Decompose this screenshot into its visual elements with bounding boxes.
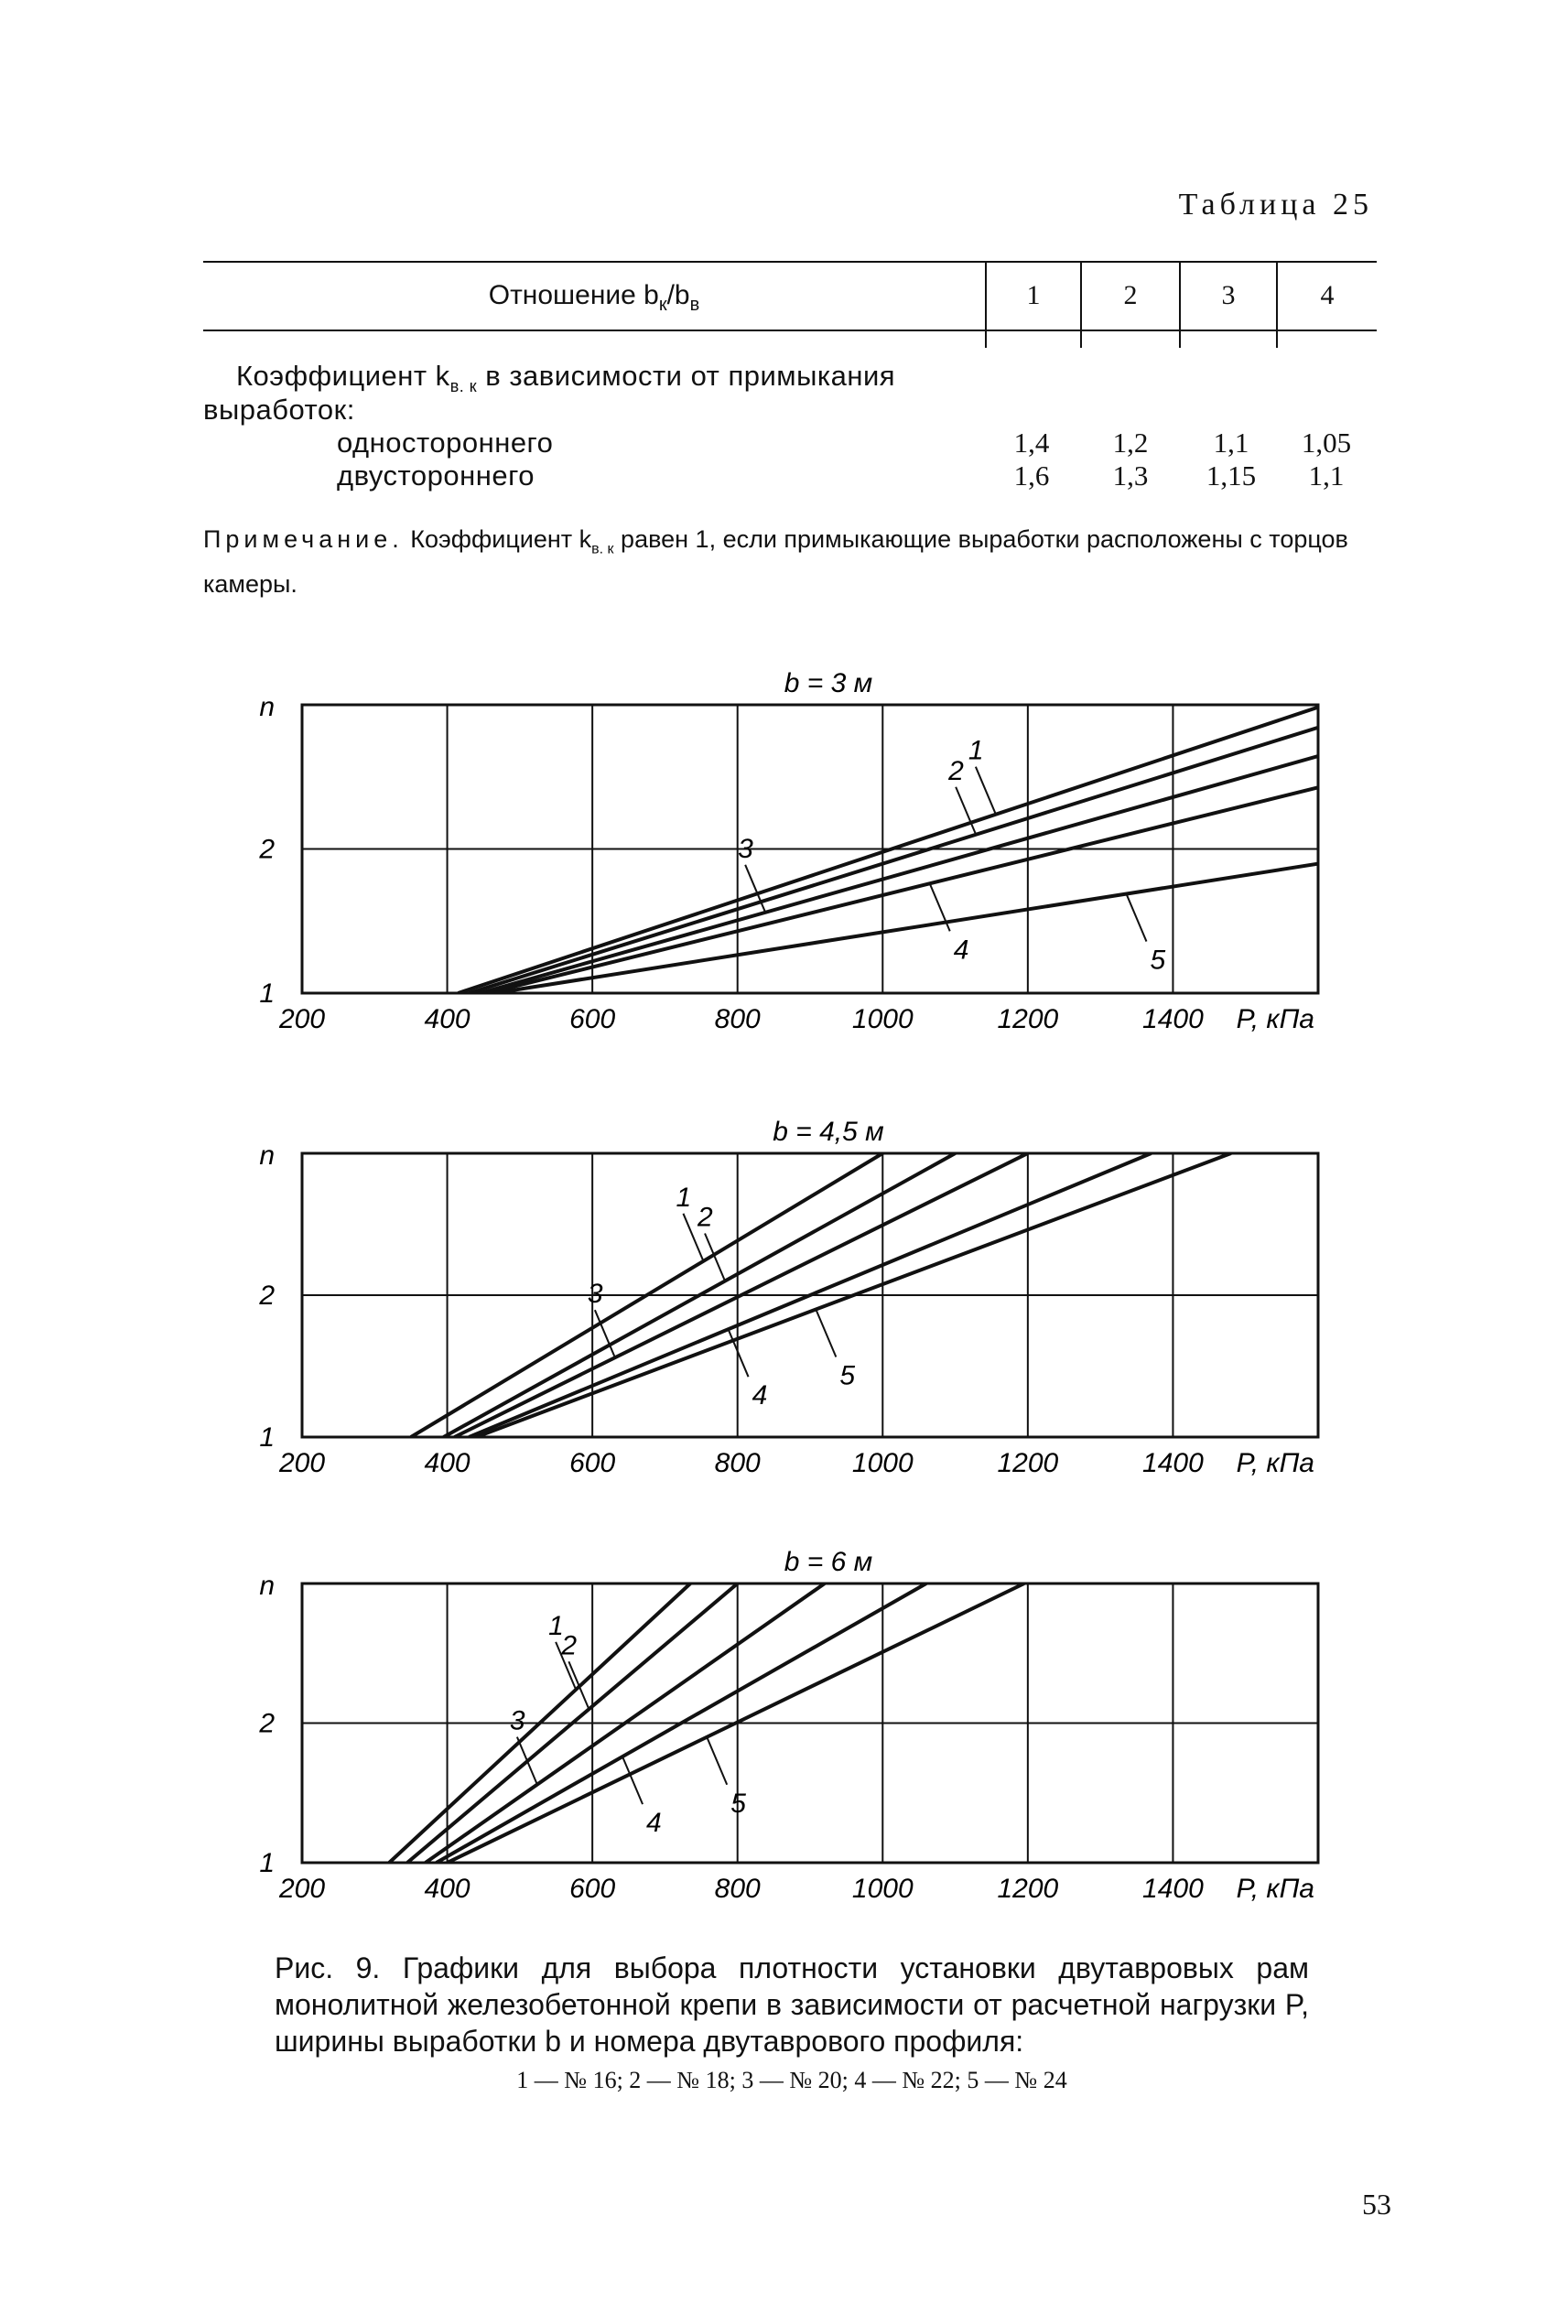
row-label-two-sided: двустороннего [337,459,535,492]
chart-x-axis-label: P, кПа [1236,1874,1314,1904]
chart-title: b = 4,5 м [773,1117,884,1147]
chart-series-label: 1 [548,1610,564,1641]
chart-x-axis-label: P, кПа [1236,1004,1314,1034]
chart-x-tick-label: 600 [569,1448,616,1478]
chart-series-label: 5 [1150,945,1166,976]
chart-y-tick-label: 1 [259,1422,275,1453]
table-caption: Таблица 25 [1178,188,1373,222]
chart-series-label: 2 [561,1630,578,1661]
chart-series-label: 5 [839,1360,856,1391]
chart-x-tick-label: 800 [714,1004,761,1034]
chart-panel [258,668,1568,1034]
chart-series-line-5 [494,773,1568,993]
chart-y-tick-label: 1 [259,1848,275,1878]
chart-x-tick-label: 400 [424,1448,470,1478]
table-header-ratio: Отношение $b_к/b_в$ [488,280,700,315]
table-cell: 1,2 [1112,427,1149,459]
coefficient-label: Коэффициент $k_{в. к}$ в зависимости от примыкания [236,360,896,396]
chart-series-leader [816,1310,836,1357]
chart-series-leader [622,1757,643,1804]
table-cell: 1,05 [1301,427,1352,459]
chart-x-tick-label: 600 [569,1874,616,1904]
chart-x-tick-label: 800 [714,1874,761,1904]
chart-y-tick-label: 2 [259,1281,275,1311]
chart-x-tick-label: 1400 [1142,1448,1204,1478]
figure-caption: Рис. 9. Графики для выбора плотности установки двутавровых рам монолитной железобетонной крепи в зависимости от расчетной нагрузки P, ширины выработки b и номера двутаврового профиля: [275,1951,1309,2058]
chart-y-axis-label: n [259,692,275,722]
chart-series-label: 1 [676,1182,692,1213]
chart-panel [258,1547,1318,1904]
chart-series-label: 3 [738,833,753,864]
chart-series-leader [707,1737,727,1785]
chart-x-tick-label: 1000 [851,1448,914,1478]
chart-panel [258,1117,1318,1478]
chart-y-tick-label: 2 [259,1708,275,1739]
table-cell: 1,6 [1013,459,1050,492]
coefficient-label-cont: выработок: [203,394,355,426]
chart-y-tick-label: 2 [259,834,275,865]
chart-series-label: 4 [953,935,969,966]
chart-x-tick-label: 1200 [997,1874,1059,1904]
chart-series-label: 3 [587,1279,603,1310]
table-header-col-2: 2 [1123,280,1138,310]
chart-series-label: 1 [968,735,984,766]
chart-title: b = 6 м [784,1547,873,1577]
chart-x-tick-label: 200 [278,1004,326,1034]
table-header-col-1: 1 [1026,280,1041,310]
figure-legend: 1 — № 16; 2 — № 18; 3 — № 20; 4 — № 22; 5 — № 24 [516,2067,1067,2093]
chart-x-tick-label: 1400 [1142,1004,1204,1034]
table-cell: 1,4 [1013,427,1050,459]
chart-title: b = 3 м [784,668,873,698]
table-cell: 1,1 [1308,459,1345,492]
chart-x-tick-label: 400 [424,1874,470,1904]
chart-x-axis-label: P, кПа [1236,1448,1314,1478]
chart-series-leader [517,1737,537,1785]
table-cell: 1,1 [1213,427,1249,459]
row-label-one-sided: одностороннего [337,427,554,459]
chart-x-tick-label: 1200 [997,1448,1059,1478]
page-number: 53 [1362,2188,1391,2221]
chart-series-label: 2 [948,755,964,786]
chart-y-tick-label: 1 [259,978,275,1009]
chart-x-tick-label: 1200 [997,1004,1059,1034]
chart-x-tick-label: 1400 [1142,1874,1204,1904]
chart-x-tick-label: 800 [714,1448,761,1478]
chart-series-label: 4 [752,1380,768,1411]
chart-y-axis-label: n [259,1571,275,1601]
chart-x-tick-label: 600 [569,1004,616,1034]
chart-series-label: 5 [730,1788,746,1819]
table-note: Примечание. Коэффициент $k_{в. к}$ равен 1, если примыкающие выработки расположены с торцов камеры. [203,525,1348,599]
table-header-col-4: 4 [1320,280,1335,310]
table-cell: 1,15 [1206,459,1257,492]
chart-series-leader [568,1661,589,1709]
chart-series-label: 3 [509,1705,525,1736]
chart-x-tick-label: 1000 [851,1874,914,1904]
chart-series-label: 4 [646,1808,662,1839]
chart-y-axis-label: n [259,1140,275,1171]
chart-x-tick-label: 200 [278,1448,326,1478]
chart-x-tick-label: 400 [424,1004,470,1034]
chart-series-leader [976,767,996,815]
table-header-col-3: 3 [1221,280,1236,310]
chart-x-tick-label: 200 [278,1874,326,1904]
chart-series-leader [1126,894,1146,942]
chart-x-tick-label: 1000 [851,1004,914,1034]
table-cell: 1,3 [1112,459,1149,492]
chart-series-label: 2 [697,1202,713,1233]
